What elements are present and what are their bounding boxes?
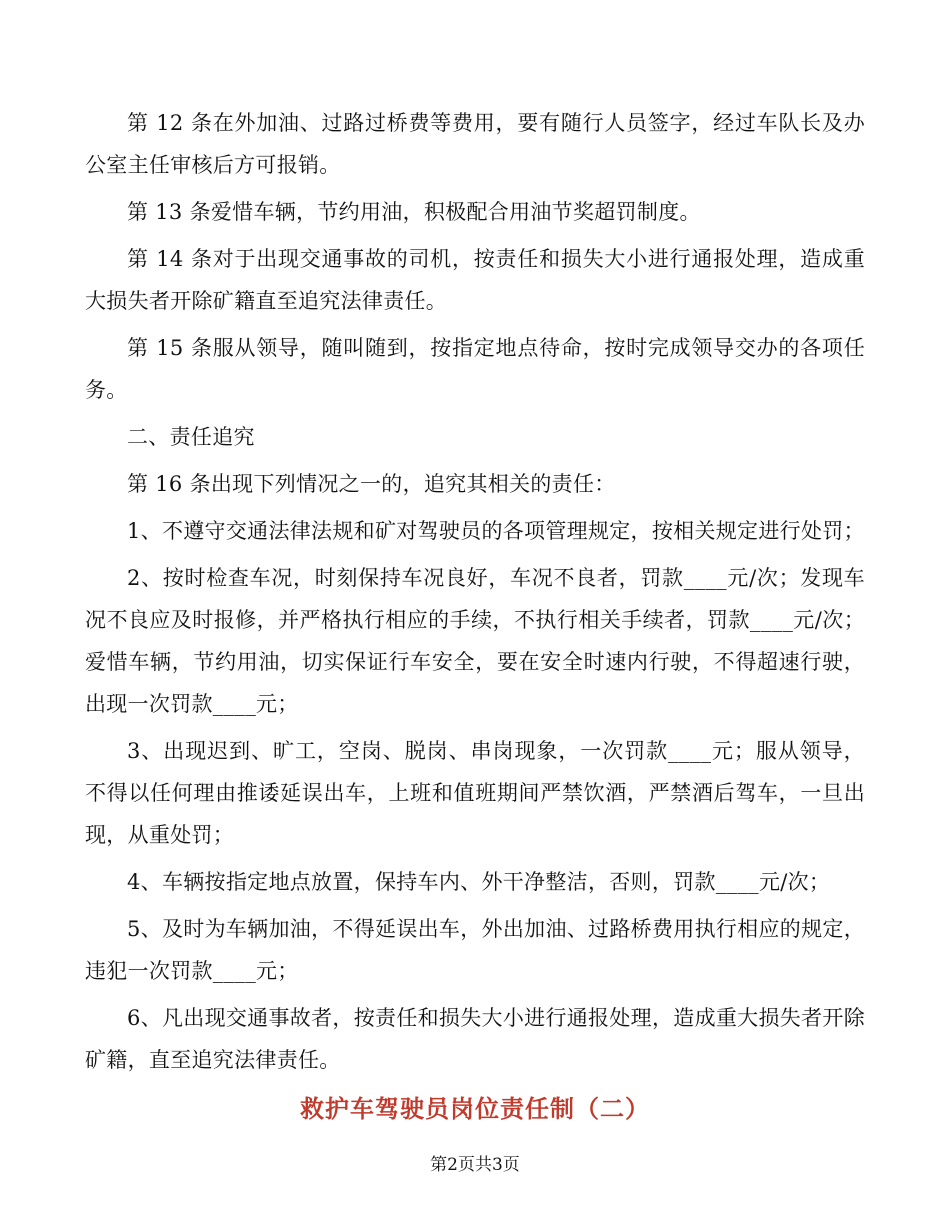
paragraph-article-13: 第 13 条爱惜车辆，节约用油，积极配合用油节奖超罚制度。 — [127, 200, 701, 224]
page-number: 第2页共3页 — [430, 1155, 520, 1175]
paragraph-article-15: 第 15 条服从领导，随叫随到，按指定地点待命，按时完成领导交办的各项任务。 — [85, 336, 865, 402]
list-item-3: 3、出现迟到、旷工，空岗、脱岗、串岗现象，一次罚款____元；服从领导，不得以任何理由推诿延误出车，上班和值班期间严禁饮酒，严禁酒后驾车，一旦出现，从重处罚； — [85, 739, 865, 847]
list-item-2: 2、按时检查车况，时刻保持车况良好，车况不良者，罚款____元/次；发现车况不良应及时报修，并严格执行相应的手续，不执行相关手续者，罚款____元/次；爱惜车辆，节约用油，切实保证行车安全，要在安全时速内行驶，不得超速行驶，出现一次罚款____元； — [85, 566, 865, 716]
paragraph-article-12: 第 12 条在外加油、过路过桥费等费用，要有随行人员签字，经过车队长及办公室主任审核后方可报销。 — [85, 111, 865, 177]
section-title: 救护车驾驶员岗位责任制（二） — [300, 1094, 650, 1123]
list-item-1: 1、不遵守交通法律法规和矿对驾驶员的各项管理规定，按相关规定进行处罚； — [127, 519, 865, 543]
list-item-5: 5、及时为车辆加油，不得延误出车，外出加油、过路桥费用执行相应的规定，违犯一次罚款____元； — [85, 917, 865, 983]
document-body — [85, 102, 865, 1132]
section-heading-responsibility: 二、责任追究 — [127, 425, 255, 449]
list-item-6: 6、凡出现交通事故者，按责任和损失大小进行通报处理，造成重大损失者开除矿籍，直至追究法律责任。 — [85, 1006, 865, 1072]
list-item-4: 4、车辆按指定地点放置，保持车内、外干净整洁，否则，罚款____元/次； — [127, 870, 831, 894]
paragraph-article-16: 第 16 条出现下列情况之一的，追究其相关的责任： — [127, 472, 616, 496]
paragraph-article-14: 第 14 条对于出现交通事故的司机，按责任和损失大小进行通报处理，造成重大损失者开除矿籍直至追究法律责任。 — [85, 247, 865, 313]
